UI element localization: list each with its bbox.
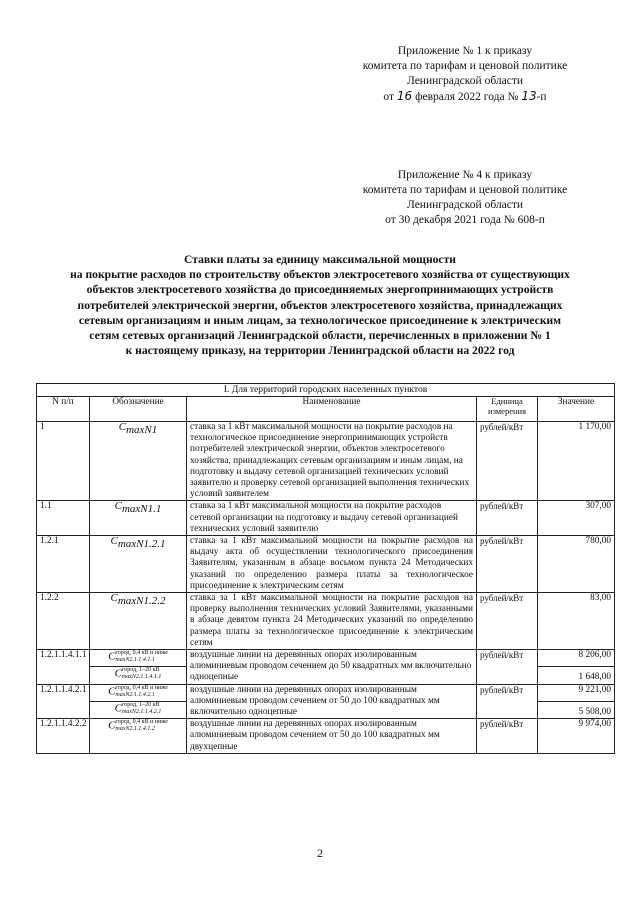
row-value: 5 508,00 [538, 701, 615, 718]
table-row [37, 536, 615, 593]
header1-line2: комитета по тарифам и ценовой политике [362, 60, 568, 72]
handwritten-day: 16 [396, 89, 413, 103]
tariff-table [36, 383, 615, 754]
row-designation [90, 422, 187, 501]
symbol-sup: город, 1–20 кВ [121, 667, 160, 674]
row-designation [90, 719, 187, 754]
table-row [37, 593, 615, 650]
row-number: 1 [37, 422, 90, 501]
symbol-compound [108, 719, 168, 733]
symbol-sub: maxN2.1.1.4.1.2 [115, 726, 155, 733]
col-header-unit-l1: Единица [491, 396, 523, 406]
symbol-sub: maxN2.1.1.4.1.1 [115, 657, 155, 664]
row-name: воздушные линии на деревянных опорах изолированным алюминиевым проводом сечением до 50 квадратных мм включительно одноцепные [187, 650, 477, 685]
symbol-subscript: maxN1.2.2 [117, 594, 166, 607]
symbol-stack [122, 667, 162, 681]
original-order-header [330, 168, 600, 228]
row-designation [90, 501, 187, 536]
row-designation [90, 593, 187, 650]
header1-line1: Приложение № 1 к приказу [397, 45, 533, 57]
symbol-subscript: maxN1.2.1 [117, 537, 166, 550]
header1-line3: Ленинградской области [406, 75, 524, 87]
row-name: ставка за 1 кВт максимальной мощности на покрытие расходов сетевой организации на подготовку и выдачу сетевой организацией технических условий заявителю [187, 501, 477, 536]
amendment-header [330, 44, 600, 105]
symbol-compound [115, 667, 162, 681]
symbol-subscript: maxN1 [126, 423, 158, 436]
title-line-1: Ставки платы за единицу максимальной мощности [184, 253, 456, 266]
row-value: 9 221,00 [538, 684, 615, 701]
row-unit: рублей/кВт [477, 593, 538, 650]
document-title [30, 252, 610, 358]
row-unit: рублей/кВт [477, 719, 538, 754]
col-header-designation: Обозначение [90, 397, 187, 422]
symbol-stack [115, 685, 167, 699]
symbol-sup: город, 0,4 кВ и ниже [115, 684, 168, 691]
symbol-c: C [110, 535, 118, 548]
title-line-2: на покрытие расходов по строительству объектов электросетевого хозяйства от существующих [70, 268, 570, 282]
symbol-sup: город, 1–20 кВ [121, 701, 160, 708]
header1-date-line [330, 89, 600, 105]
table-row [37, 650, 615, 667]
symbol-sup: город, 0,4 кВ и ниже [115, 650, 168, 657]
col-header-unit [477, 397, 538, 422]
row-number: 1.1 [37, 501, 90, 536]
page-number: 2 [317, 846, 323, 860]
title-line-3: объектов электросетевого хозяйства до присоединяемых энергопринимающих устройств [86, 283, 554, 297]
title-line-5: сетевым организациям и иным лицам, за технологическое присоединение к электрическим [78, 313, 562, 327]
title-line-6: сетям сетевых организаций Ленинградской области, перечисленных в приложении № 1 [89, 329, 551, 343]
col-header-value: Значение [538, 397, 615, 422]
header1-date-middle: февраля 2022 года № [415, 91, 519, 103]
symbol-c: C [114, 500, 122, 513]
symbol-c: C [118, 421, 127, 433]
symbol-compound [115, 702, 162, 716]
row-designation [90, 667, 187, 684]
row-value: 8 206,00 [538, 650, 615, 667]
row-number: 1.2.1.1.4.2.1 [37, 684, 90, 719]
row-designation [90, 701, 187, 718]
row-unit: рублей/кВт [477, 650, 538, 685]
row-name: ставка за 1 кВт максимальной мощности на покрытие расходов на технологическое присоединение энергопринимающих устройств потребителей электрической энергии, объектов электросетевого хозяйства, принадлежащих сетевым организациям и иным лицам, на подготовку и выдачу сетевой организацией технических условий заявителю и проверку сетевой организацией выполнения технических условий заявителем [187, 422, 477, 501]
symbol-c: C [108, 685, 116, 698]
col-header-name: Наименование [187, 397, 477, 422]
row-number: 1.2.2 [37, 593, 90, 650]
row-designation [90, 650, 187, 667]
section-title: I. Для территорий городских населенных пунктов [37, 384, 615, 397]
row-value: 307,00 [538, 501, 615, 536]
row-unit: рублей/кВт [477, 684, 538, 719]
row-number: 1.2.1.1.4.1.1 [37, 650, 90, 685]
symbol-c: C [110, 592, 118, 605]
row-name: воздушные линии на деревянных опорах изолированным алюминиевым проводом сечением от 50 до 100 квадратных мм двухцепные [187, 719, 477, 754]
table-row [37, 684, 615, 701]
row-value: 1 648,00 [538, 667, 615, 684]
col-header-unit-l2: измерения [488, 405, 526, 416]
row-unit: рублей/кВт [477, 536, 538, 593]
symbol-sup: город, 0,4 кВ и ниже [115, 719, 168, 726]
col-header-num: N п/п [37, 397, 90, 422]
row-unit: рублей/кВт [477, 501, 538, 536]
header2-line4: от 30 декабря 2021 года № 608-п [385, 214, 545, 226]
row-value: 1 170,00 [538, 422, 615, 501]
table-row [37, 422, 615, 501]
symbol-subscript: maxN1.1 [121, 503, 162, 516]
row-name: ставка за 1 кВт максимальной мощности на покрытие расходов на выдачу акта об осуществлении технологического присоединения Заявителям, указанным в абзаце восьмом пункта 24 Методических указаний по определению размера платы за технологическое присоединение к электрическим сетям [187, 536, 477, 593]
header2-line3: Ленинградской области [406, 199, 524, 211]
header2-line2: комитета по тарифам и ценовой политике [362, 184, 568, 196]
row-value: 9 974,00 [538, 719, 615, 754]
symbol-sub: maxN2.1.1.4.2.1 [121, 708, 162, 715]
symbol-sub: maxN2.1.1.4.2.1 [115, 691, 155, 698]
row-value: 780,00 [538, 536, 615, 593]
header-row [37, 397, 615, 422]
symbol-stack [115, 719, 167, 733]
title-line-7: к настоящему приказу, на территории Ленинградской области на 2022 год [125, 344, 515, 358]
symbol-c: C [114, 702, 122, 715]
row-number: 1.2.1.1.4.2.2 [37, 719, 90, 754]
row-value: 83,00 [538, 593, 615, 650]
header2-line1: Приложение № 4 к приказу [397, 169, 533, 181]
symbol-sub: maxN2.1.1.4.1.1 [121, 674, 162, 681]
header1-suffix: -п [536, 91, 547, 103]
row-name: воздушные линии на деревянных опорах изолированным алюминиевым проводом сечением от 50 до 100 квадратных мм включительно одноцепные [187, 684, 477, 719]
symbol-compound [108, 650, 168, 664]
symbol-c: C [108, 719, 116, 732]
symbol-stack [122, 702, 162, 716]
table-row [37, 501, 615, 536]
row-unit: рублей/кВт [477, 422, 538, 501]
handwritten-number: 13 [521, 89, 537, 103]
symbol-c: C [114, 667, 122, 680]
symbol-compound [108, 685, 168, 699]
symbol-stack [115, 650, 167, 664]
title-line-4: потребителей электрической энергии, объектов электросетевого хозяйства, принадлежащих [77, 298, 563, 312]
row-name: ставка за 1 кВт максимальной мощности на покрытие расходов на проверку выполнения технических условий Заявителями, указанными в абзаце девятом пункта 24 Методических указаний по определению размера платы за технологическое присоединение к электрическим сетям [187, 593, 477, 650]
header1-date-prefix: от [383, 91, 395, 103]
table-row [37, 719, 615, 754]
section-row [37, 384, 615, 397]
row-designation [90, 684, 187, 701]
symbol-c: C [108, 650, 116, 663]
row-number: 1.2.1 [37, 536, 90, 593]
row-designation [90, 536, 187, 593]
